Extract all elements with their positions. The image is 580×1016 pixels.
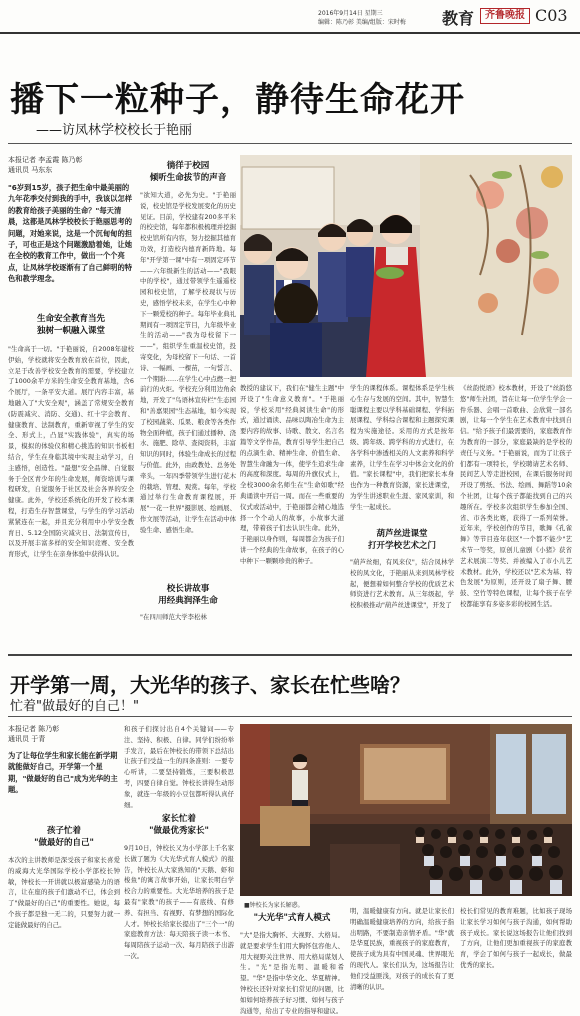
article1-col4b-text: "葫芦丝细，有风来仪"，结合凤林学校的凤文化，于艳丽从来到凤林学校起，便想着如何整合学校的优质艺术师资进行艺术教育。从三年级起，学校积极推动"葫芦丝进课堂"，开发了 <box>350 558 454 610</box>
article2-section-heading: 家长忙着 "做最优秀家长" <box>149 814 209 836</box>
article1-byline <box>8 155 128 175</box>
article1-col5-text: 《丝韵悦语》校本教材，开设了"丝韵悠悠"师生社团，旨在让每一位学生学会一件乐器、会唱一首歌曲、会欣赏一部名剧，让每一个学生在艺术教育中找到自信。"给予孩子们最需要的，家庭教育作为教育的一部分，家庭最缺的是学校的责任与义务。"于艳丽说，而为了让孩子们都有一项特长，学校聘请艺术名师、民间艺人等走进校园，在课后服务时间开设了剪纸、书法、绘画、舞蹈等10余个社团，让每个孩子都能找到自己的兴趣所在。学校多次组织学生参加全国、省、市各类比赛，获得了一系列荣誉。近年来，学校创作的节目，歌舞《孔雀舞》等节目连年获区"一个都不能少"艺术节一等奖，原创儿童剧《小猪》获省艺术展演二等奖、并被编入了市小儿艺术教材。此外，学校还以"艺术为基、特色发展"为原则，还开设了扇子舞、腰鼓、空竹等特色课程，让每个孩子在学校都能享有多姿多彩的校园生活。 <box>460 384 572 608</box>
article2-section-heading: "大光华"式育人模式 <box>253 913 331 923</box>
byline-reporters: 本报记者 陈乃彰 <box>8 725 60 733</box>
article2-lead: 为了让每位学生和家长能在新学期就能做好自己，开学第一个星期，"做最好的自己"成为光华的主题。 <box>8 751 118 795</box>
article1-subtitle: ——访凤林学校校长于艳丽 <box>36 123 193 138</box>
article2-col2b-text: 9月10日，钟校长又为小学部上千名家长做了题为《大光华式育人模式》的报告，钟校长从大家熟知的"天鹅、虾和梭鱼"的寓言故事开始，让家长明白学校合力的重要性。大光华培养的孩子是最有"家教"的孩子——有底线、有修养、有担当、有视野、有梦想的国际化人才。钟校长给家长提出了"三个一"的家庭教育方法：每天陪孩子读一本书、每周陪孩子运动一次、每月陪孩子出游一次。 <box>124 844 234 960</box>
article1-section-heading: 葫芦丝进课堂 打开学校艺术之门 <box>367 529 436 551</box>
byline-correspondent: 通讯员 于青 <box>8 735 46 743</box>
article1-col3-text: 教授的建议下，我们在"健生主题"中开设了"生命意义教育"。"于艳丽说，学校采用"经典阅读生命"的形式，通过诵读、品味以陶冶生命为主要内容的故事、诗歌、散文、名言名篇等文学作品，教育引导学生把自己的点滴生命、精神生命、价值生命、智慧生命融为一体，使学生追求生命的高度和深度。每周的升旗仪式上，全校3000余名师生在"生命如歌"经典诵读中开启一周。而在一些重要的仪式或活动中，于艳丽都会精心地选择一个个动人的故事，小故事大道理，带着孩子们去认识生命。此外，于艳丽以身作则，每周都会为孩子们讲一个经典的生命故事，在孩子的心中种下一颗颗珍贵的种子。 <box>240 384 344 565</box>
header-editors: 编辑：陈乃彰 美编/组版：宋时梅 <box>318 19 406 26</box>
article1-section-heading: 校长讲故事 用经典润泽生命 <box>158 584 218 606</box>
divider <box>8 143 572 144</box>
article2-photo <box>240 724 572 896</box>
header-date: 2016年9月14日 星期三 <box>318 10 383 17</box>
article1-section-heading: 徜徉于校园 倾听生命拔节的声音 <box>149 161 227 183</box>
article1-lead: "6岁到15岁，孩子把生命中最美丽的九年花季交付到我的手中，我该以怎样的教育给孩子美丽的生命？"每天清晨，这都是凤林学校校长于艳丽思考的问题，对她来说，这是一个沉甸甸的担子，可也正是这个问题激励着她，让她在全校的教育工作中，做出一个个亮点，让凤林学校逐渐有了自己鲜明的特色和教学理念。 <box>8 183 133 284</box>
article2-byline <box>8 724 118 744</box>
article2-col2-text: 和孩子们探讨出自4个关键词——专注、坚持、积极、自律。同学们纷纷举手发言，最后在钟校长的带领下总结出让孩子们受益一生的四条准则：一要专心听讲，二要坚持锻炼，三要积极思考，四要自律自觉。钟校长讲得生动形象，就连一年级的小豆包都听得认真仔细。 <box>124 725 234 809</box>
article1-col4-text: 学生的课程体系。课程体系是学生核心生存与发展的空间。其中，智慧生聪课程主要以学科基础课程、学科拓展课程、学科综合课程和主题探究课程为实施途径。采用的方式是按年级、跨年级、跨学科的方式进行，在各学科中渗透相关的人文素养和科学素养，让学生在学习中体会文化的价值。"家长课程"中，我们把家长本身也作为一种教育资源，家长进课堂，为学生讲述职业生涯、家风家训，和学生一起成长。 <box>350 384 454 511</box>
byline-correspondent: 通讯员 马东东 <box>8 166 53 174</box>
article-divider <box>8 654 572 656</box>
header-meta <box>318 9 440 27</box>
newspaper-logo: 齐鲁晚报 <box>480 8 530 24</box>
article1-col1-text: "生命高于一切。"于艳丽说，自2008年建校伊始，学校就将安全教育放在首位，因此，立足于改善学校安全教育的需要，学校建立了1000余平方米的生命安全教育基地，含6个展厅，一条平安大道。展厅内容丰富，基地融入了"大安全观"，涵盖了常规安全教育(防震减灾、消防、交通)、红十字会教育、健康教育、法制教育，重新审视了学生的安全、形式上，凸显"实践体验"，真实的场景，模拟的体验仪和精心挑选的知识书板相结合，学生在身临其境中实现主动学习，自主感悟，创造性。"最想"安全品牌、自觉服务于全区青少年的生命发展，师资培训与课程研发，自觉服务于社区及社会各界的安全健康。此外，学校还系统化的开发了校本课程，打造生存智慧课堂，与学生的学习活动紧紧连在一起，并且充分利用中小学安全教育日、5.12全国防灾减灾日、法制宣传日，以及开展丰富多样的安全知识竞赛、安全教育形式，让学生在亲身体验中获得认识。 <box>8 345 134 559</box>
page-header <box>0 0 580 34</box>
article2-section-heading: 孩子忙着 "做最好的自己" <box>34 826 94 848</box>
article2-col4-text: 明，温暖健康有方向。就是让家长们明确温暖健康培养的方向，给孩子指出明路，不要制造亲情矛盾。"华"就是华夏民族，重视孩子的家庭教育，使孩子成为具有中国灵魂、世界眼光的现代人。家长们认为，这场报告让他们受益匪浅，对孩子的成长有了更清晰的认识。 <box>350 907 454 991</box>
article2-photo-caption: ■钟校长为家长解惑。 <box>244 902 304 909</box>
divider <box>8 716 572 717</box>
article2-subtitle: 忙着"做最好的自己！" <box>10 699 139 714</box>
article1-col2-text: "欲知大道，必先为史。"于艳丽说，校史馆是学校发展变化的历史见证。目前，学校建有200多平米的校史馆，每年都积极梳理并挖掘校史馆所有内容，努力挖掘其德育功效，打造校内德育新阵地。每年"开学第一课"中有一项固定环节——六年级新生的活动——"我眼中的学校"，通过带领学生遥遥校园和校史馆，了解学校现状与历史，感悟学校未来，在学生心中种下一颗爱校的种子。每年毕业典礼期间有一项固定节目，九年级毕业生的活动——"我为母校留下一——"，组织学生重温校史馆，投寄变化，为母校留下一句话、一首诗、一幅画、一棵苗，一句誓言、一个期盼……在学生心中点燃一把前行的火炬。学校充分利用边角余地，开发了"鸟语林宣传栏"生态园和"善嘉果园"生态基地，如今实现了校园蔬菜、瓜果、粮食等各类作物全面种植，孩子们通过播种、浇水、施肥、除草、查阅资料，丰富知识的同时，体验生命成长的过程与价值。此外，由政教处、总务处牵头，一年四季带领学生进行花木的栽培、管理、观赏。每年，学校通过举行生命教育课程展，开展"一花一世界"摄影展、绘画展、作文展等活动，让学生在活动中体验生命、感悟生命。 <box>140 191 236 534</box>
article2-col1-text: 本次的主讲教师是深受孩子和家长喜爱的威海大光华国际学校小学部校长钟敏，钟校长一开讲就以极富感染力的语言，让在座的孩子们激动不已，体会到了"做最好的自己"的重要性。她说，每个孩子都是独一无二的，只要努力就一定能做最好的自己。 <box>8 856 120 929</box>
byline-reporters: 本报记者 李孟霞 陈乃彰 <box>8 156 83 164</box>
article2-col5-text: 校长们常见的教育难题，比如孩子现场让家长学习如何与孩子沟通，如何帮助孩子成长。家长说这场报告让他们找到了方向，让他们更加重视孩子的家庭教育，学会了如何与孩子一起成长，做最优秀的家长。 <box>460 907 572 969</box>
article1-title: 播下一粒种子，静待生命花开 <box>10 80 465 120</box>
classroom-photo <box>240 155 572 377</box>
article1-photo <box>240 155 572 377</box>
article1-col2-tail: "在四川师范大学李松林 <box>140 613 207 621</box>
auditorium-photo <box>240 724 572 896</box>
page-number: C03 <box>535 6 568 25</box>
section-name: 教育 <box>442 9 475 28</box>
article2-col3-text: "大"是指大胸怀、大视野、大格局。就是要求学生们用大胸怀包容他人、用大视野关注世界、用大格局谋划人生。"光"是指光明、温暖和希望。"华"是指中华文化、华夏精神。钟校长还针对家长们常见的问题，比如如何培养孩子好习惯、如何与孩子沟通等，给出了专业的指导和建议。 <box>240 931 344 1015</box>
article1-section-heading: 生命安全教育当先 独树一帜融入课堂 <box>36 314 105 336</box>
article2-title: 开学第一周，大光华的孩子、家长在忙些啥？ <box>10 673 410 697</box>
